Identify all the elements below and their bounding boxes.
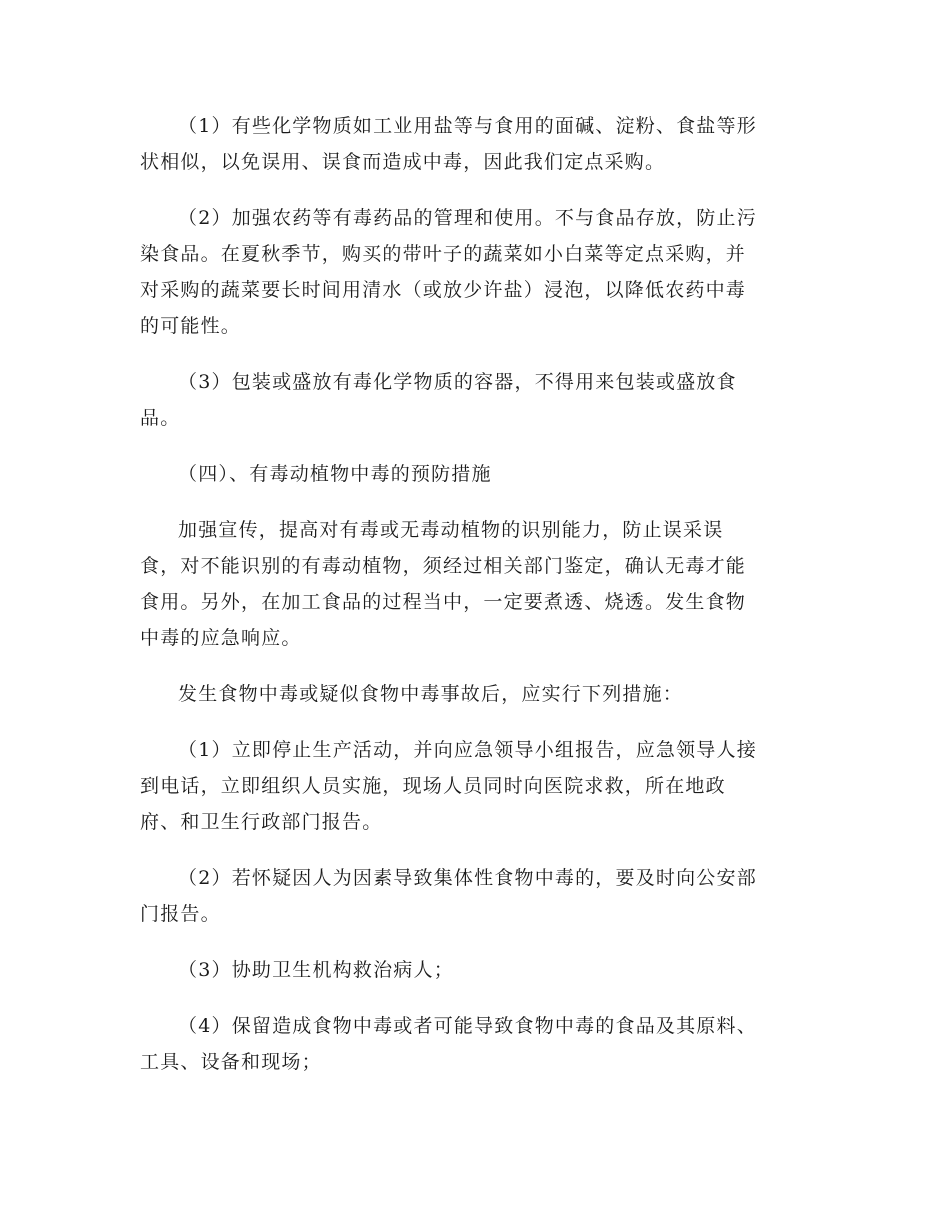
measure-item-1 xyxy=(140,732,808,840)
section-heading xyxy=(140,456,808,492)
paragraph-line: （1）立即停止生产活动，并向应急领导小组报告，应急领导人接 xyxy=(178,739,757,761)
paragraph-line: （4）保留造成食物中毒或者可能导致食物中毒的食品及其原料、 xyxy=(178,1015,757,1037)
paragraph-item-1 xyxy=(140,108,808,180)
paragraph-line: 中毒的应急响应。 xyxy=(140,627,302,649)
paragraph-line: 到电话，立即组织人员实施，现场人员同时向医院求救，所在地政 xyxy=(140,775,726,797)
paragraph-line: 门报告。 xyxy=(140,903,221,925)
paragraph-line: （2）若怀疑因人为因素导致集体性食物中毒的，要及时向公安部 xyxy=(178,867,757,889)
paragraph-line: （3）包装或盛放有毒化学物质的容器，不得用来包装或盛放食 xyxy=(178,371,737,393)
paragraph-item-3 xyxy=(140,364,808,436)
paragraph-line: 染食品。在夏秋季节，购买的带叶子的蔬菜如小白菜等定点采购，并 xyxy=(140,243,747,265)
paragraph-line: （1）有些化学物质如工业用盐等与食用的面碱、淀粉、食盐等形 xyxy=(178,115,757,137)
paragraph-prevention xyxy=(140,512,808,656)
paragraph-line: 的可能性。 xyxy=(140,315,242,337)
paragraph-line: （3）协助卫生机构救治病人； xyxy=(178,959,454,981)
measure-item-4 xyxy=(140,1008,808,1080)
paragraph-line: 工具、设备和现场； xyxy=(140,1051,322,1073)
document-page xyxy=(140,108,808,1100)
measure-item-3 xyxy=(140,952,808,988)
paragraph-line: 府、和卫生行政部门报告。 xyxy=(140,811,383,833)
paragraph-line: 对采购的蔬菜要长时间用清水（或放少许盐）浸泡，以降低农药中毒 xyxy=(140,279,747,301)
paragraph-line: 发生食物中毒或疑似食物中毒事故后，应实行下列措施： xyxy=(178,683,684,705)
paragraph-line: 加强宣传，提高对有毒或无毒动植物的识别能力，防止误采误 xyxy=(178,519,724,541)
section-heading-text: （四）、有毒动植物中毒的预防措施 xyxy=(178,463,492,485)
measure-item-2 xyxy=(140,860,808,932)
paragraph-line: 品。 xyxy=(140,407,181,429)
paragraph-line: 食用。另外，在加工食品的过程当中，一定要煮透、烧透。发生食物 xyxy=(140,591,747,613)
paragraph-line: （2）加强农药等有毒药品的管理和使用。不与食品存放，防止污 xyxy=(178,207,757,229)
paragraph-line: 食，对不能识别的有毒动植物，须经过相关部门鉴定，确认无毒才能 xyxy=(140,555,747,577)
paragraph-line: 状相似，以免误用、误食而造成中毒，因此我们定点采购。 xyxy=(140,151,666,173)
paragraph-measures-intro xyxy=(140,676,808,712)
paragraph-item-2 xyxy=(140,200,808,344)
